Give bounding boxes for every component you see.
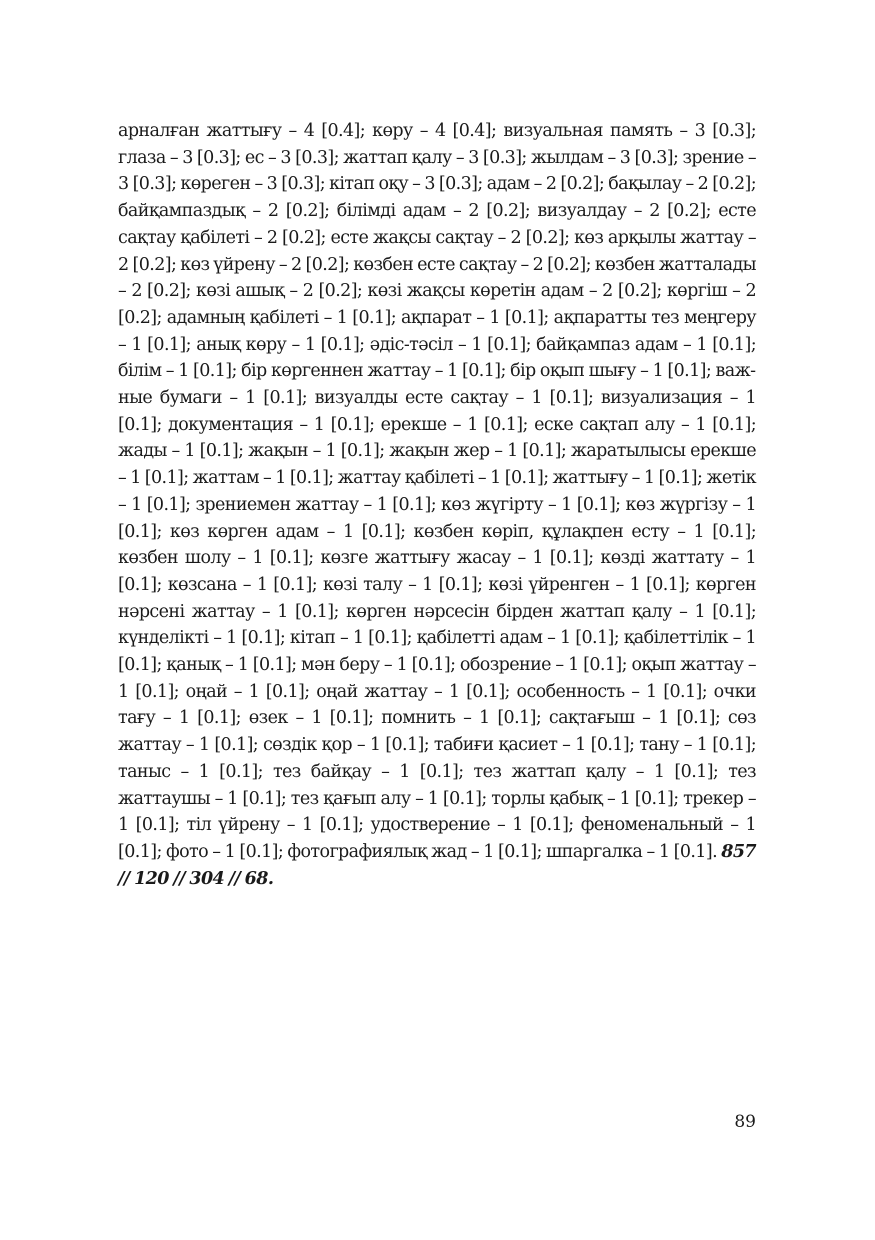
response-statistics: 857 // 120 // 304 // 68. — [118, 841, 757, 889]
association-list: арналған жаттығу – 4 [0.4]; көру – 4 [0.4]; визуальная память – 3 [0.3]; глаза – 3 [0.3]; ес – 3 [0.3]; жаттап қалу – 3 [0.3]; жылдам – 3 [0.3]; зрение – 3 [0.3]; көреген – 3 [0.3]; кітап оқу – 3 [0.3]; адам – 2 [0.2]; бақылау – 2 [0.2]; байқампаздық – 2 [0.2]; білімді адам – 2 [0.2]; визуалдау – 2 [0.2]; есте сақтау қабілеті – 2 [0.2]; есте жақсы сақтау – 2 [0.2]; көз арқылы жаттау – 2 [0.2]; көз үйрену – 2 [0.2]; көзбен есте сақтау – 2 [0.2]; көзбен жатталады – 2 [0.2]; көзі ашық – 2 [0.2]; көзі жақсы көретін адам – 2 [0.2]; көргіш – 2 [0.2]; адамның қабілеті – 1 [0.1]; ақпарат – 1 [0.1]; ақпаратты тез меңгеру – 1 [0.1]; анық көру – 1 [0.1]; әдіс-тәсіл – 1 [0.1]; байқампаз адам – 1 [0.1]; білім – 1 [0.1]; бір көргеннен жаттау – 1 [0.1]; бір оқып шығу – 1 [0.1]; важные бумаги – 1 [0.1]; визуалды есте сақтау – 1 [0.1]; визуализация – 1 [0.1]; документация – 1 [0.1]; ерекше – 1 [0.1]; еске сақтап алу – 1 [0.1]; жады – 1 [0.1]; жақын – 1 [0.1]; жақын жер – 1 [0.1]; жаратылысы ерекше – 1 [0.1]; жаттам – 1 [0.1]; жаттау қабілеті – 1 [0.1]; жаттығу – 1 [0.1]; жетік – 1 [0.1]; зрениемен жаттау – 1 [0.1]; көз жүгірту – 1 [0.1]; көз жүргізу – 1 [0.1]; көз көрген адам – 1 [0.1]; көзбен көріп, құлақпен есту – 1 [0.1]; көзбен шолу – 1 [0.1]; көзге жаттығу жасау – 1 [0.1]; көзді жаттату – 1 [0.1]; көзсана – 1 [0.1]; көзі талу – 1 [0.1]; көзі үйренген – 1 [0.1]; көрген нәрсені жаттау – 1 [0.1]; көрген нәрсесін бірден жаттап қалу – 1 [0.1]; күнделікті – 1 [0.1]; кітап – 1 [0.1]; қабілетті адам – 1 [0.1]; қабілеттілік – 1 [0.1]; қанық – 1 [0.1]; мән беру – 1 [0.1]; обозрение – 1 [0.1]; оқып жаттау – 1 [0.1]; оңай – 1 [0.1]; оңай жаттау – 1 [0.1]; особенность – 1 [0.1]; очки тағу – 1 [0.1]; өзек – 1 [0.1]; помнить – 1 [0.1]; сақтағыш – 1 [0.1]; сөз жаттау – 1 [0.1]; сөздік қор – 1 [0.1]; табиғи қасиет – 1 [0.1]; тану – 1 [0.1]; таныс – 1 [0.1]; тез байқау – 1 [0.1]; тез жаттап қалу – 1 [0.1]; тез жаттаушы – 1 [0.1]; тез қағып алу – 1 [0.1]; торлы қабық – 1 [0.1]; трекер – 1 [0.1]; тіл үйрену – 1 [0.1]; удостверение – 1 [0.1]; феноменальный – 1 [0.1]; фото – 1 [0.1]; фотографиялық жад – 1 [0.1]; шпаргалка – 1 [0.1]. — [118, 121, 756, 862]
dictionary-entry-paragraph — [118, 118, 756, 892]
page-number: 89 — [734, 1112, 756, 1132]
